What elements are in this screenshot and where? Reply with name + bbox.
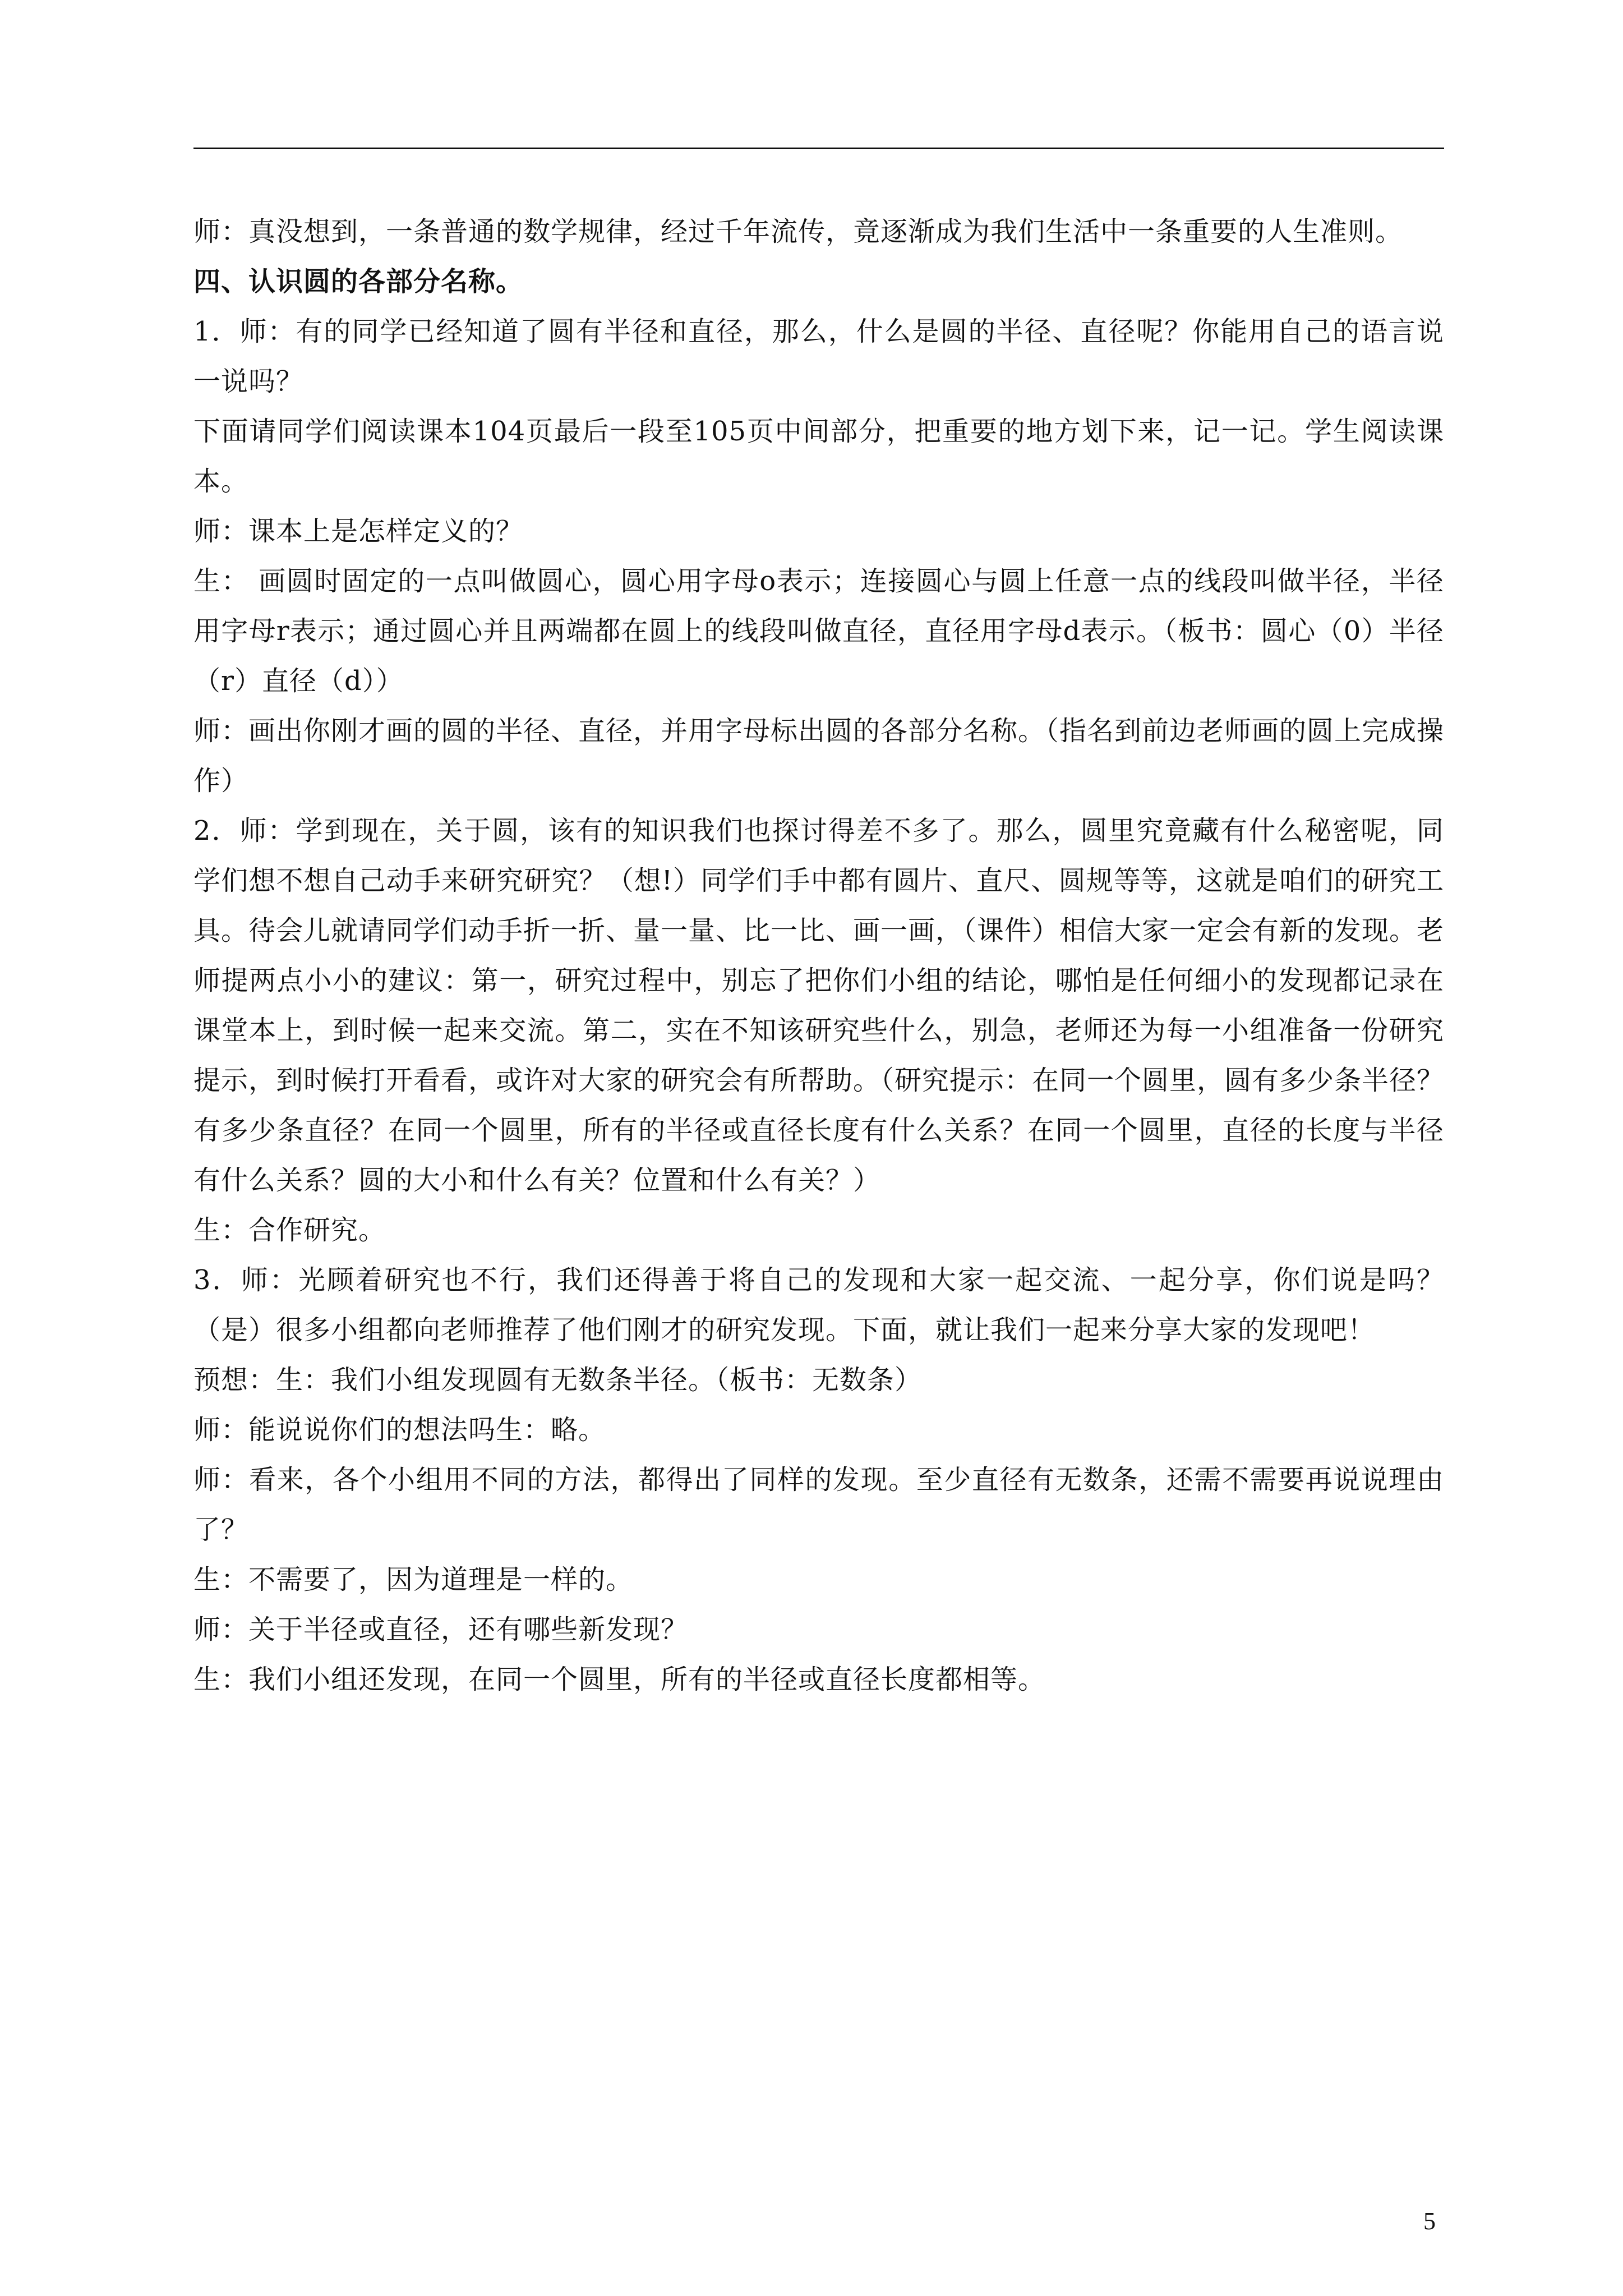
paragraph-teacher-drawing: 师：画出你刚才画的圆的半径、直径，并用字母标出圆的各部分名称。（指名到前边老师画的圆上完成操作） xyxy=(193,715,1445,797)
paragraph-teacher-followup: 师：关于半径或直径，还有哪些新发现？ xyxy=(193,1614,689,1645)
page-number: 5 xyxy=(1423,2207,1436,2235)
paragraph-teacher-question: 师：课本上是怎样定义的？ xyxy=(193,516,524,547)
paragraph-teacher-remark: 师：真没想到，一条普通的数学规律，经过千年流传，竟逐渐成为我们生活中一条重要的人生准则。 xyxy=(193,216,1403,247)
paragraph-teacher-ask: 师：能说说你们的想法吗生：略。 xyxy=(193,1414,606,1446)
paragraph-step-2: 2．师：学到现在，关于圆，该有的知识我们也探讨得差不多了。那么，圆里究竟藏有什么秘密呢，同学们想不想自己动手来研究研究？（想!）同学们手中都有圆片、直尺、圆规等等，这就是咱们的研究工具。待会儿就请同学们动手折一折、量一量、比一比、画一画，（课件）相信大家一定会有新的发现。老师提两点小小的建议：第一，研究过程中，别忘了把你们小组的结论，哪怕是任何细小的发现都记录在课堂本上，到时候一起来交流。第二，实在不知该研究些什么，别急，老师还为每一小组准备一份研究提示，到时候打开看看，或许对大家的研究会有所帮助。（研究提示：在同一个圆里，圆有多少条半径？有多少条直径？在同一个圆里，所有的半径或直径长度有什么关系？在同一个圆里，直径的长度与半径有什么关系？圆的大小和什么有关？位置和什么有关？） xyxy=(193,815,1445,1196)
section-heading: 四、认识圆的各部分名称。 xyxy=(193,266,524,297)
paragraph-teacher-summary: 师：看来，各个小组用不同的方法，都得出了同样的发现。至少直径有无数条，还需不需要再说说理由了？ xyxy=(193,1464,1444,1545)
document-body xyxy=(193,207,1444,1705)
paragraph-student-research: 生：合作研究。 xyxy=(193,1214,386,1246)
paragraph-prediction: 预想：生：我们小组发现圆有无数条半径。（板书：无数条） xyxy=(193,1364,923,1396)
paragraph-student-finding: 生：我们小组还发现，在同一个圆里，所有的半径或直径长度都相等。 xyxy=(193,1664,1046,1695)
paragraph-student-reply: 生：不需要了，因为道理是一样的。 xyxy=(193,1564,634,1595)
header-rule xyxy=(193,148,1444,149)
paragraph-student-definition: 生： 画圆时固定的一点叫做圆心，圆心用字母o表示；连接圆心与圆上任意一点的线段叫做半径，半径用字母r表示；通过圆心并且两端都在圆上的线段叫做直径，直径用字母d表示。（板书：圆心（0）半径（r）直径（d）） xyxy=(193,565,1444,697)
paragraph-step-3: 3．师：光顾着研究也不行，我们还得善于将自己的发现和大家一起交流、一起分享，你们说是吗？（是）很多小组都向老师推荐了他们刚才的研究发现。下面，就让我们一起来分享大家的发现吧！ xyxy=(193,1264,1444,1346)
paragraph-step-1: 1．师：有的同学已经知道了圆有半径和直径，那么，什么是圆的半径、直径呢？你能用自己的语言说一说吗？ xyxy=(193,316,1444,397)
paragraph-reading-task: 下面请同学们阅读课本104页最后一段至105页中间部分，把重要的地方划下来，记一记。学生阅读课本。 xyxy=(193,416,1444,497)
